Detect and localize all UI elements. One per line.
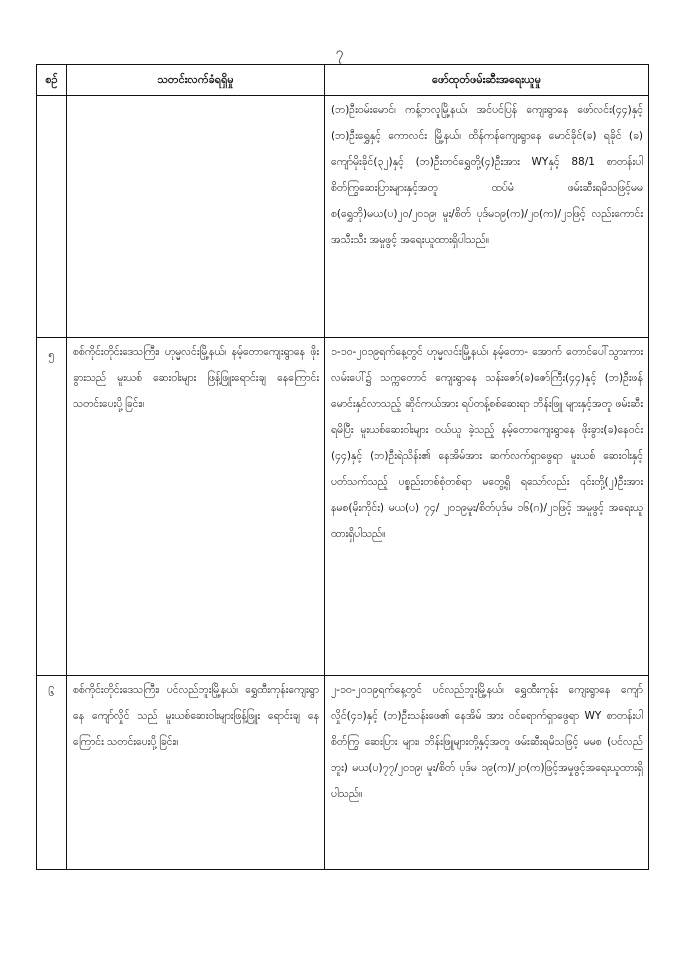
table-header-row xyxy=(37,65,649,96)
header-info-received: သတင်းလက်ခံရရှိမှု xyxy=(67,65,325,96)
table-row xyxy=(37,676,649,870)
row-serial-no: ၆ xyxy=(37,676,67,870)
row-action-text: (ဘ)ဦးဝမ်းမောင်၊ ကန့်ဘလူမြို့နယ်၊ အင်ပင်ပြန် ကျေးရွာနေ ဖော်လင်း(၄၄)နှင့် (ဘ)ဦးရွှေနှင့် ကောလင်း မြို့နယ်၊ ထိန်ကန်ကျေးရွာနေ မောင်ခိုင်(ခ) ရခိုင် (ခ) ကျော်မိုးခိုင်(၃၂)နှင့် (ဘ)ဦးတင်ရွှေတို့(၄)ဦးအား WYနှင့် 88/1 စာတန်းပါ စိတ်ကြွဆေးပြားများနှင့်အတူ ထပ်မံ ဖမ်းဆီးရမိသဖြင့်မမစ(ရွှေဘို)မယ(ပ)၂၀/၂၀၁၉၊ မူး/စိတ် ပုဒ်မ၁၉(က)/၂၀(က)/၂၁ဖြင့် လည်းကောင်း အသီးသီး အမှုဖွင့် အရေးယူထားရှိပါသည်။ xyxy=(325,96,649,338)
row-serial-no xyxy=(37,96,67,338)
table-row xyxy=(37,96,649,338)
header-action-taken: ဖော်ထုတ်ဖမ်းဆီးအရေးယူမှု xyxy=(325,65,649,96)
header-serial-no: စဉ် xyxy=(37,65,67,96)
row-action-text: ၁-၁၀-၂၀၁၉ရက်နေ့တွင် ဟုမ္မလင်းမြို့နယ်၊ နမ့်တော- အောက် တောင်ပေါ်သွားကားလမ်းပေါ်၌ သက္ကတောင် ကျေးရွာနေ သန်းဇော်(ခ)ဇော်ကြီး(၄၄)နှင့် (ဘ)ဦးဖန် မောင်းနှင်လာသည့် ဆိုင်ကယ်အား ရပ်တန့်စစ်ဆေးရာ ဘိန်းဖြူ များနှင့်အတူ ဖမ်းဆီးရမိပြီး မူးယစ်ဆေးဝါးများ ဝယ်ယူ ခဲ့သည့် နမ့်တောကျေးရွာနေ ဖိုးခွား(ခ)နေဝင်း (၄၄)နှင့် (ဘ)ဦးရဲသိန်း၏ နေအိမ်အား ဆက်လက်ရှာဖွေရာ မူးယစ် ဆေးဝါးနှင့်ပတ်သက်သည့် ပစ္စည်းတစ်စုံတစ်ရာ မတွေ့ရှိ ရသော်လည်း ၎င်းတို့(၂)ဦးအား နမစ(မိုးကိုင်း) မယ(ပ) ၇၄/ ၂၀၁၉မူး/စိတ်ပုဒ်မ ၁၆(ဂ)/၂၁ဖြင့် အမှုဖွင့် အရေးယူ ထားရှိပါသည်။ xyxy=(325,338,649,676)
row-info-text: စစ်ကိုင်းတိုင်းဒေသကြီး၊ ပင်လည်ဘူးမြို့နယ်၊ ရွှေထီးကုန်းကျေးရွာနေ ကျော်လှိုင် သည် မူးယစ်ဆေးဝါးများဖြန့်ဖြူး ရောင်းချ နေကြောင်း သတင်းပေးပို့ခြင်း။ xyxy=(67,676,325,870)
table-row xyxy=(37,338,649,676)
row-action-text: ၂-၁၀-၂၀၁၉ရက်နေ့တွင် ပင်လည်ဘူးမြို့နယ်၊ ရွှေထီးကုန်း ကျေးရွာနေ ကျော်လှိုင်(၄၁)နှင့် (ဘ)ဦးသန်းဖေ၏ နေအိမ် အား ဝင်ရောက်ရှာဖွေရာ WY စာတန်းပါ စိတ်ကြွ ဆေးပြား များ၊ ဘိန်းဖြူများတို့နှင့်အတူ ဖမ်းဆီးရမိသဖြင့် မမစ (ပင်လည်ဘူး) မယ(ပ)၇၇/၂၀၁၉၊ မူး/စိတ် ပုဒ်မ ၁၉(က)/၂၀(က)ဖြင့်အမှုဖွင့်အရေးယူထားရှိပါသည်။ xyxy=(325,676,649,870)
row-info-text xyxy=(67,96,325,338)
report-table xyxy=(36,64,649,870)
page-number: ၇ xyxy=(335,45,344,61)
row-serial-no: ၅ xyxy=(37,338,67,676)
row-info-text: စစ်ကိုင်းတိုင်းဒေသကြီး၊ ဟုမ္မလင်းမြို့နယ်၊ နမ့်တောကျေးရွာနေ ဖိုးခွားသည် မူးယစ် ဆေးဝါးများ ဖြန့်ဖြူးရောင်းချ နေကြောင်း သတင်းပေးပို့ခြင်း။ xyxy=(67,338,325,676)
